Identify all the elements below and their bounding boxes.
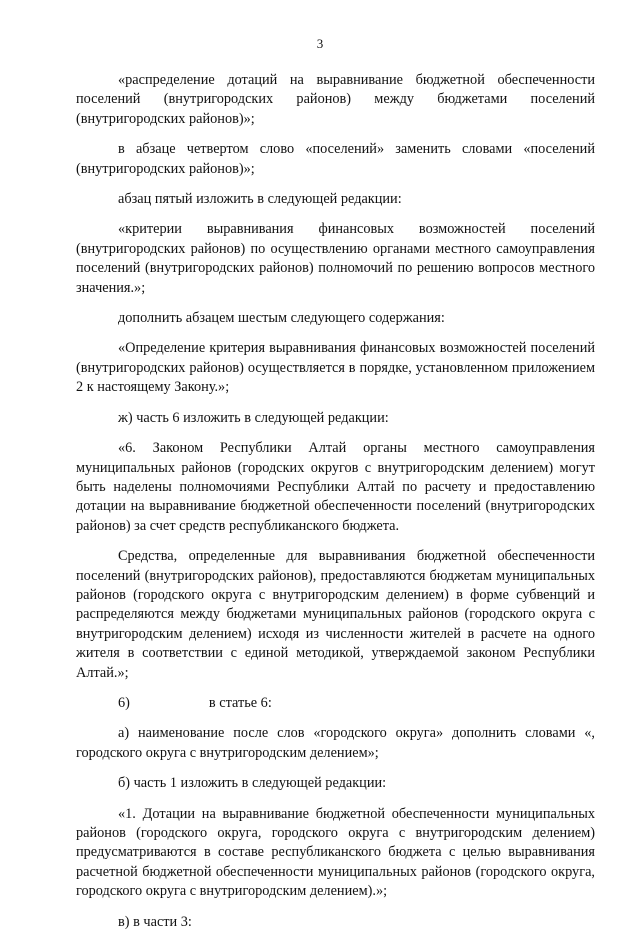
paragraph-9: Средства, определенные для выравнивания бюджетной обеспеченности поселений (внутригородских районов), предоставляются бюджетам муниципальных районов (городского округа с внутригородским делением) в форме субвенций и распределяются между бюджетами муниципальных районов (городского округа с внутригородским делением) исходя из численности жителей в расчете на одного жителя в соответствии с единой методикой, утверждаемой законом Республики Алтай.»;: [76, 548, 595, 681]
paragraph-5: дополнить абзацем шестым следующего содержания:: [118, 310, 445, 327]
paragraph-12: б) часть 1 изложить в следующей редакции:: [118, 775, 387, 792]
paragraph-4: «критерии выравнивания финансовых возможностей поселений (внутригородских районов) по осуществлению органами местного самоуправления поселений (внутригородских районов) полномочий по решению вопросов местного значения.»;: [76, 221, 595, 296]
item-6-text: в статье 6:: [208, 694, 272, 711]
paragraph-11: а) наименование после слов «городского округа» дополнить словами «, городского округа с внутригородским делением»;: [76, 725, 595, 761]
paragraph-14: в) в части 3:: [118, 913, 192, 930]
paragraph-6: «Определение критерия выравнивания финансовых возможностей поселений (внутригородских районов) осуществляется в порядке, установленном приложением 2 к настоящему Закону.»;: [76, 340, 595, 396]
item-6-paragraph: [76, 694, 595, 713]
paragraph-1: «распределение дотаций на выравнивание бюджетной обеспеченности поселений (внутригородских районов) между бюджетами поселений (внутригородских районов)»;: [76, 72, 595, 127]
paragraph-7: ж) часть 6 изложить в следующей редакции:: [118, 409, 389, 426]
paragraph-2: в абзаце четвертом слово «поселений» заменить словами «поселений (внутригородских районов)»;: [76, 141, 595, 177]
paragraph-13: «1. Дотации на выравнивание бюджетной обеспеченности муниципальных районов (городского округа, городского округа с внутригородским делением) предусматриваются в составе республиканского бюджета с целью выравнивания расчетной бюджетной обеспеченности муниципальных районов (городского округа, городского округа с внутригородским делением).»;: [76, 805, 595, 900]
document-body: [76, 71, 595, 943]
page-number: 3: [316, 36, 324, 51]
paragraph-3: абзац пятый изложить в следующей редакции:: [118, 191, 402, 208]
item-6-marker: 6): [118, 694, 130, 711]
paragraph-8: «6. Законом Республики Алтай органы местного самоуправления муниципальных районов (городских округов с внутригородским делением) могут быть наделены полномочиями Республики Алтай по расчету и предоставлению дотации на выравнивание бюджетной обеспеченности поселений (внутригородских районов) за счет средств республиканского бюджета.: [76, 440, 595, 534]
